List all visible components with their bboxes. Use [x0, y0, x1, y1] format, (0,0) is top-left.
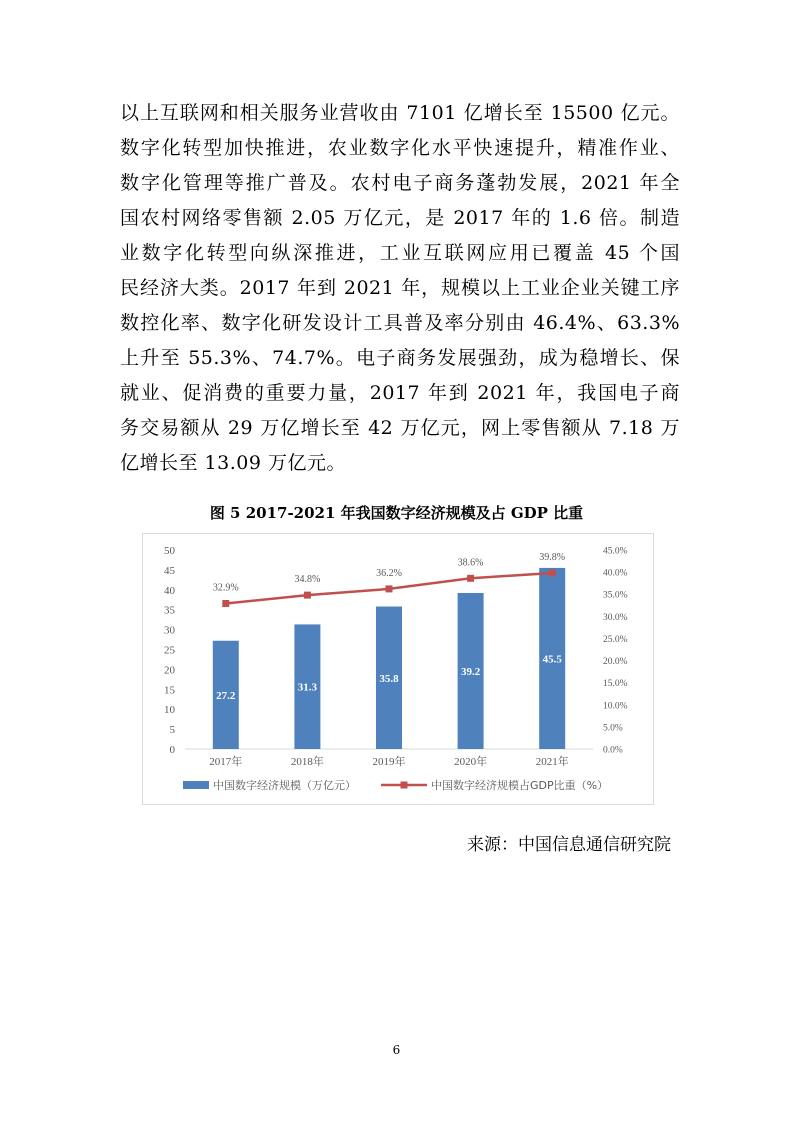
- paragraph-line: 就业、促消费的重要力量，2017 年到 2021 年，我国电子商: [120, 382, 680, 404]
- line-point: [549, 569, 556, 576]
- y-left-tick-label: 45: [164, 564, 175, 577]
- line-value-label: 39.8%: [539, 551, 566, 563]
- x-tick-label: 2018年: [290, 756, 324, 768]
- paragraph-line: 数字化转型加快推进，农业数字化水平快速提升，精准作业、: [120, 137, 680, 159]
- figure-caption: 图 5 2017-2021 年我国数字经济规模及占 GDP 比重: [209, 504, 584, 522]
- y-right-tick-label: 25.0%: [603, 634, 628, 645]
- legend-bar-label: 中国数字经济规模（万亿元）: [213, 779, 356, 792]
- y-right-tick-label: 30.0%: [603, 612, 628, 623]
- y-left-tick-label: 10: [164, 704, 175, 717]
- paragraph-line: 务交易额从 29 万亿增长至 42 万亿元，网上零售额从 7.18 万: [120, 417, 680, 439]
- paragraph-line: 以上互联网和相关服务业营收由 7101 亿增长至 15500 亿元。: [120, 102, 680, 124]
- y-right-tick-label: 15.0%: [603, 679, 628, 690]
- paragraph-line: 国农村网络零售额 2.05 万亿元，是 2017 年的 1.6 倍。制造: [120, 207, 680, 229]
- y-right-tick-label: 45.0%: [603, 546, 628, 557]
- line-point: [304, 592, 311, 599]
- bar-value-label: 27.2: [216, 689, 236, 702]
- line-point: [467, 575, 474, 582]
- bar-value-label: 45.5: [542, 653, 562, 666]
- paragraph-line: 亿增长至 13.09 万亿元。: [120, 452, 346, 474]
- line-value-label: 34.8%: [294, 574, 321, 586]
- paragraph-line: 上升至 55.3%、74.7%。电子商务发展强劲，成为稳增长、保: [120, 347, 680, 369]
- paragraph-line: 业数字化转型向纵深推进，工业互联网应用已覆盖 45 个国: [120, 242, 680, 264]
- y-left-tick-label: 35: [164, 604, 175, 617]
- y-right-tick-label: 35.0%: [603, 590, 628, 601]
- x-tick-label: 2020年: [454, 756, 488, 768]
- y-left-tick-label: 40: [164, 584, 175, 597]
- y-right-tick-label: 20.0%: [603, 657, 628, 668]
- bar-value-label: 35.8: [379, 672, 399, 685]
- x-tick-label: 2019年: [372, 756, 406, 768]
- page-number: 6: [392, 1043, 401, 1057]
- x-tick-label: 2021年: [535, 756, 569, 768]
- paragraph-line: 数字化管理等推广普及。农村电子商务蓬勃发展，2021 年全: [120, 172, 680, 194]
- y-left-tick-label: 25: [164, 644, 175, 657]
- y-left-tick-label: 5: [169, 724, 175, 737]
- y-right-tick-label: 10.0%: [603, 701, 628, 712]
- line-value-label: 32.9%: [212, 582, 239, 594]
- legend-bar-swatch: [183, 781, 209, 789]
- figure-source: 来源：中国信息通信研究院: [467, 835, 671, 855]
- x-tick-label: 2017年: [209, 756, 243, 768]
- y-left-tick-label: 15: [164, 684, 175, 697]
- combo-chart: [143, 534, 653, 804]
- y-right-tick-label: 5.0%: [603, 723, 623, 734]
- line-point: [222, 600, 229, 607]
- bar-value-label: 31.3: [297, 681, 318, 694]
- line-point: [386, 585, 393, 592]
- line-value-label: 38.6%: [457, 557, 484, 569]
- y-right-tick-label: 40.0%: [603, 568, 628, 579]
- bar-value-label: 39.2: [460, 665, 481, 678]
- legend-line-label: 中国数字经济规模占GDP比重（%）: [431, 779, 609, 792]
- y-left-tick-label: 50: [164, 545, 175, 557]
- legend-line-marker: [401, 782, 408, 789]
- y-right-tick-label: 0.0%: [603, 745, 623, 756]
- paragraph-line: 民经济大类。2017 年到 2021 年，规模以上工业企业关键工序: [120, 277, 680, 299]
- y-left-tick-label: 20: [164, 664, 175, 677]
- line-value-label: 36.2%: [376, 567, 402, 579]
- y-left-tick-label: 30: [164, 624, 175, 637]
- body-paragraph: [120, 96, 680, 481]
- paragraph-line: 数控化率、数字化研发设计工具普及率分别由 46.4%、63.3%: [120, 312, 680, 334]
- chart-container: [142, 533, 654, 805]
- y-left-tick-label: 0: [169, 744, 175, 756]
